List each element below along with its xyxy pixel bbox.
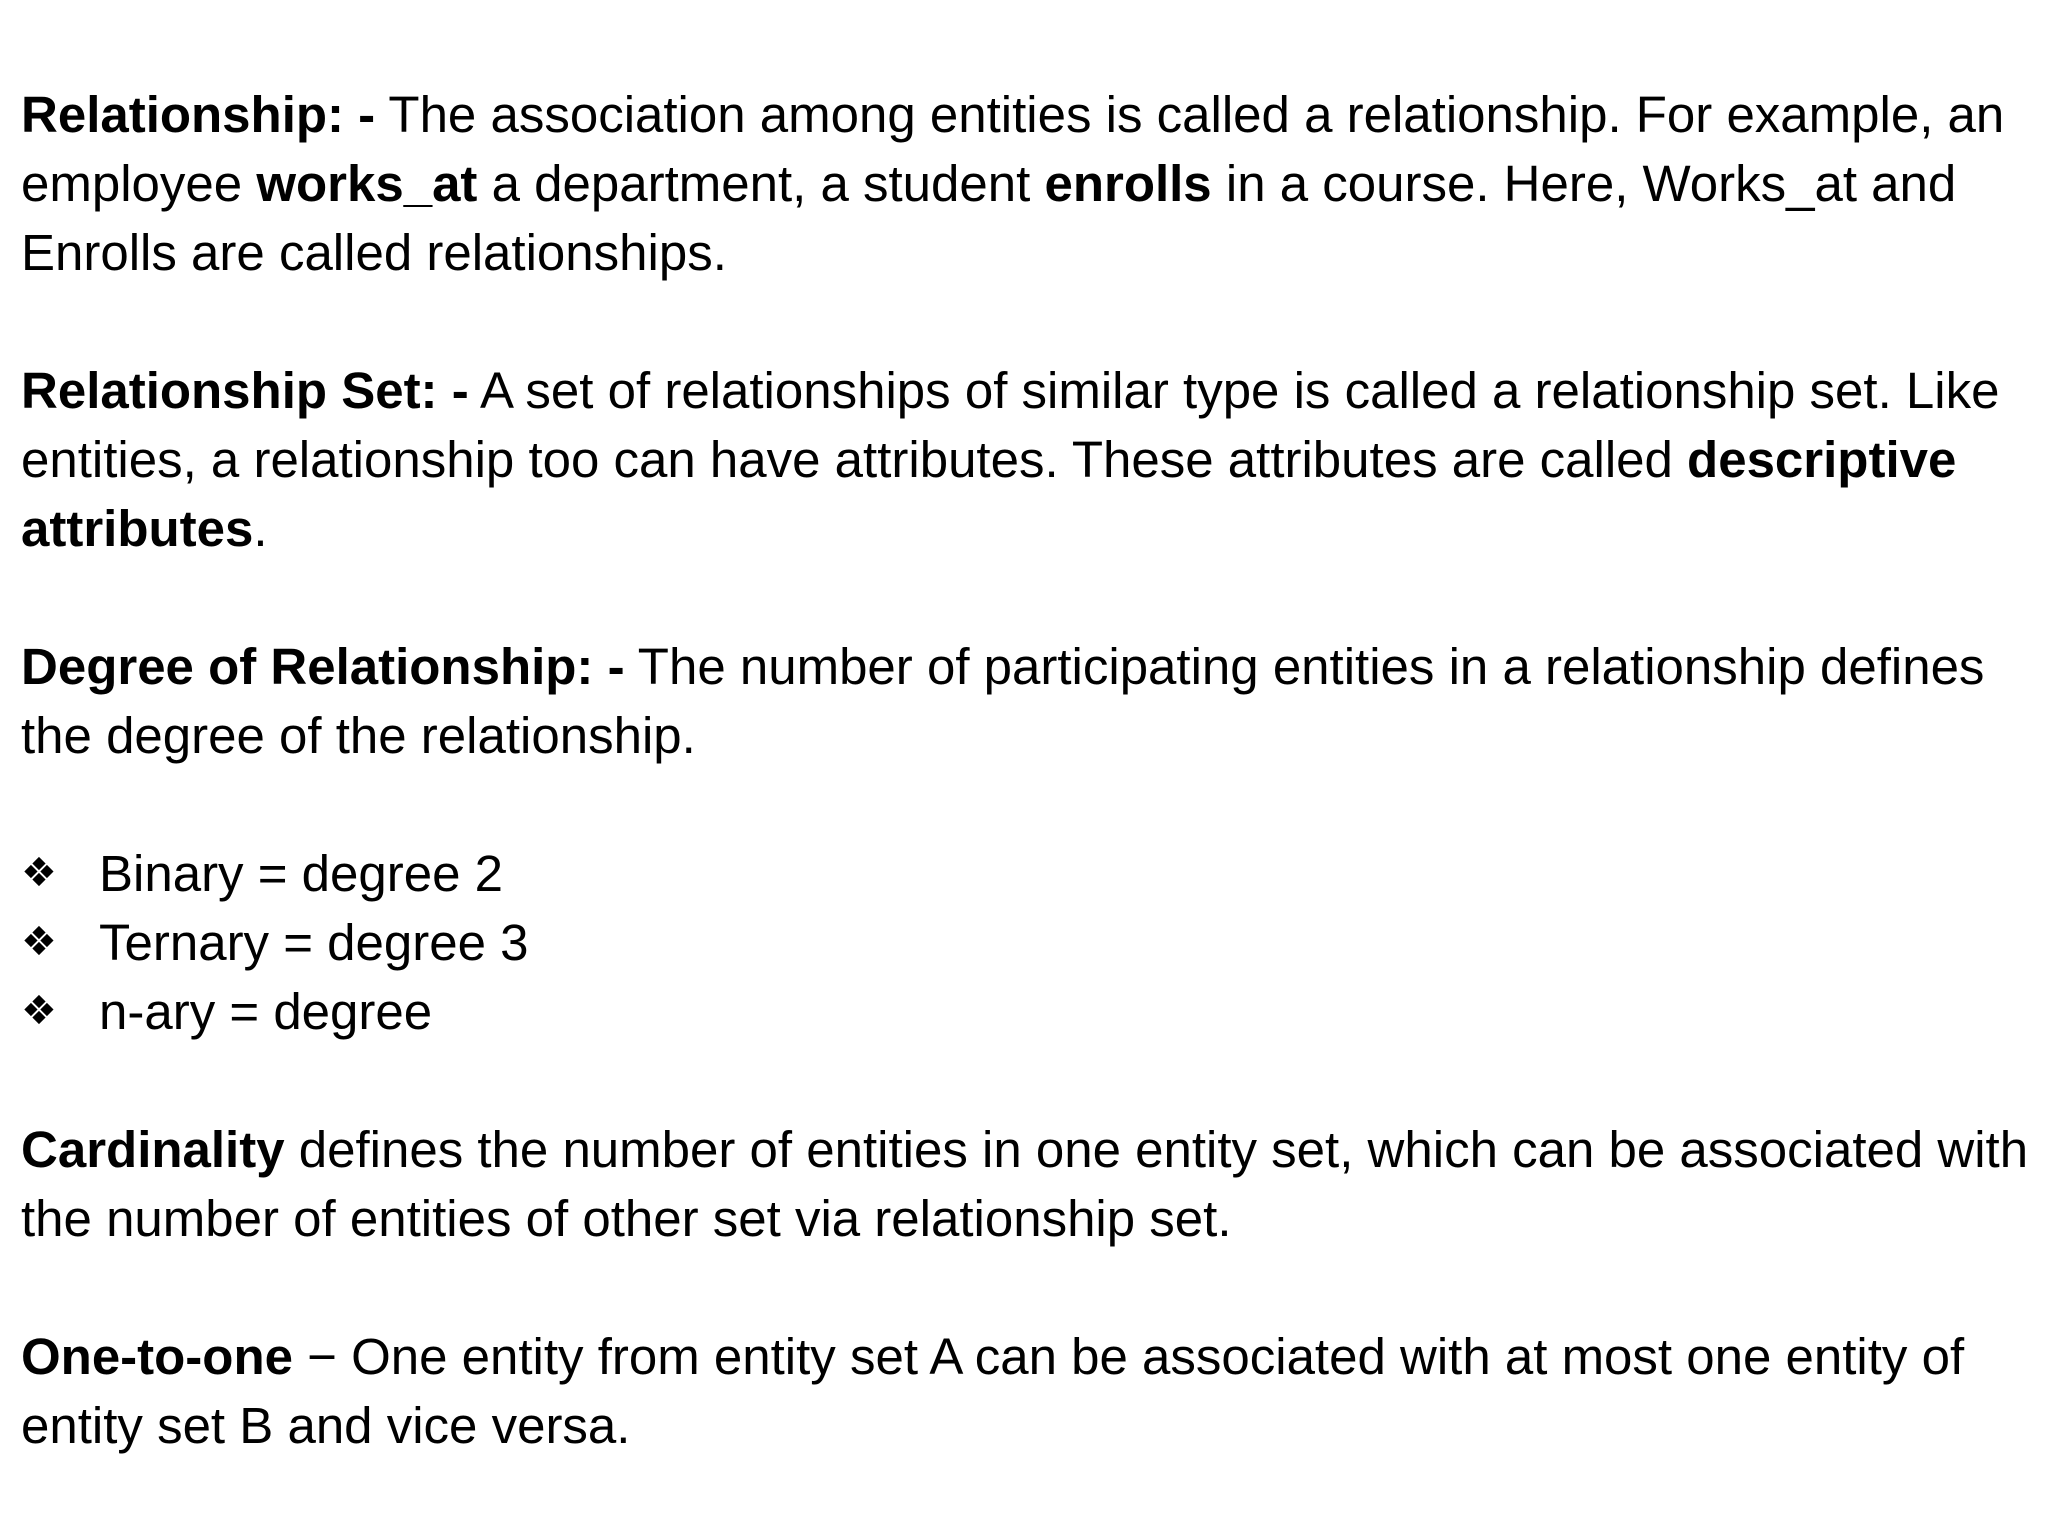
bullet-text: Binary = degree 2 (99, 845, 504, 902)
one-to-one-term: One-to-one (21, 1328, 293, 1385)
cardinality-term: Cardinality (21, 1121, 285, 1178)
relationship-paragraph (21, 80, 2031, 287)
diamond-bullet-icon: ❖ (21, 988, 57, 1034)
relationship-text-3: in a course. Here, Works_at and Enrolls are called relationships. (21, 155, 1957, 281)
relationship-text-2: a department, a student (477, 155, 1045, 212)
diamond-bullet-icon: ❖ (21, 919, 57, 965)
relationship-set-text-1: A set of relationships of similar type is called a relationship set. Like entities, a relationship too can have attributes. These attributes are called (21, 362, 2000, 488)
cardinality-text: defines the number of entities in one entity set, which can be associated with the number of entities of other set via relationship set. (21, 1121, 2029, 1247)
relationship-text-1: The association among entities is called a relationship. For example, an employee (21, 86, 2005, 212)
diamond-bullet-icon: ❖ (21, 850, 57, 896)
relationship-set-term: Relationship Set: - (21, 362, 469, 419)
degree-bullet-list (21, 839, 2031, 1046)
relationship-term: Relationship: - (21, 86, 376, 143)
relationship-set-text-2: . (253, 500, 268, 557)
paragraph-spacer (21, 1046, 2031, 1115)
paragraph-spacer (21, 563, 2031, 632)
list-item (21, 977, 2031, 1046)
slide-content (21, 80, 2031, 1460)
descriptive-attributes-term: descriptive attributes (21, 431, 1957, 557)
one-to-one-text: − One entity from entity set A can be associated with at most one entity of entity set B and vice versa. (21, 1328, 1965, 1454)
one-to-one-paragraph (21, 1322, 2031, 1460)
enrolls-term: enrolls (1044, 155, 1212, 212)
list-item (21, 839, 2031, 908)
bullet-text: Ternary = degree 3 (99, 914, 529, 971)
relationship-set-paragraph (21, 356, 2031, 563)
degree-term: Degree of Relationship: - (21, 638, 625, 695)
paragraph-spacer (21, 1253, 2031, 1322)
bullet-text: n-ary = degree (99, 983, 433, 1040)
works-at-term: works_at (256, 155, 478, 212)
paragraph-spacer (21, 770, 2031, 839)
degree-paragraph (21, 632, 2031, 770)
list-item (21, 908, 2031, 977)
degree-text: The number of participating entities in a relationship defines the degree of the relationship. (21, 638, 1985, 764)
paragraph-spacer (21, 287, 2031, 356)
cardinality-paragraph (21, 1115, 2031, 1253)
